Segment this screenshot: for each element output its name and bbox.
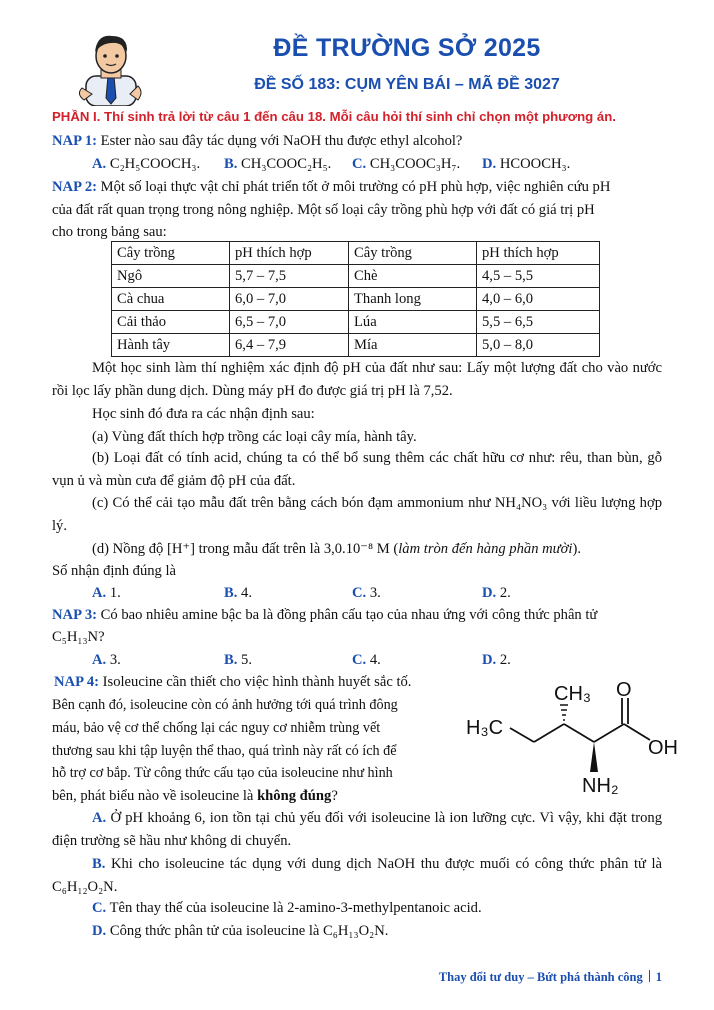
question-2-line-2: của đất rất quan trọng trong nông nghiệp. Một số loại cây trồng phù hợp với đất có giá trị pH (52, 202, 595, 218)
footer-slogan: Thay đổi tư duy – Bứt phá thành công (438, 970, 643, 984)
table-cell: 6,4 – 7,9 (230, 334, 349, 357)
footer-divider (649, 970, 650, 982)
option-d: D. 2. (482, 585, 511, 601)
table-cell: Thanh long (349, 288, 477, 311)
table-cell: 5,0 – 8,0 (477, 334, 600, 357)
question-3-line-2: C₅H₁₃N? (52, 629, 105, 645)
count-prompt: Số nhận định đúng là (52, 563, 177, 579)
option-a: A. 1. (92, 585, 121, 601)
table-cell: Mía (349, 334, 477, 357)
nh2-label: NH₂ (582, 775, 619, 797)
question-4-line-6: bên, phát biểu nào về isoleucine là không đúng? (52, 788, 338, 804)
question-text: Ester nào sau đây tác dụng với NaOH thu được ethyl alcohol? (100, 133, 463, 149)
option-b: B. 4. (224, 585, 252, 601)
option-b: B. CH₃COOC₂H₅. (224, 156, 332, 172)
statement-b: (b) Loại đất có tính acid, chúng ta có thể bổ sung thêm các chất hữu cơ như: rêu, than bùn, gỗ vụn ủ và mùn cưa để giảm độ pH của đất. (52, 450, 662, 489)
statements-intro: Học sinh đó đưa ra các nhận định sau: (92, 406, 315, 422)
table-row (112, 288, 600, 311)
option-a: A. C₂H₅COOCH₃. (92, 156, 201, 172)
experiment-paragraph: Một học sinh làm thí nghiệm xác định độ pH của đất như sau: Lấy một lượng đất cho vào nước rồi lọc lấy phần dung dịch. Dùng máy pH đo được giá trị pH là 7,52. (52, 360, 662, 399)
section-heading: PHẦN I. Thí sinh trả lời từ câu 1 đến câu 18. Mỗi câu hỏi thí sinh chỉ chọn một phương án. (52, 109, 616, 124)
ph-table (111, 241, 600, 357)
o-label: O (616, 679, 632, 701)
page-number: 1 (655, 970, 662, 984)
question-label: NAP 3: (52, 607, 97, 623)
question-4-line-2: Bên cạnh đó, isoleucine còn có ảnh hưởng tới quá trình đông (52, 697, 398, 713)
question-label: NAP 2: (52, 179, 97, 195)
exam-subtitle: ĐỀ SỐ 183: CỤM YÊN BÁI – MÃ ĐỀ 3027 (254, 76, 560, 93)
question-2-line-3: cho trong bảng sau: (52, 224, 167, 240)
oh-label: OH (648, 737, 678, 759)
table-cell: 4,5 – 5,5 (477, 265, 600, 288)
table-cell: 6,0 – 7,0 (230, 288, 349, 311)
table-cell: 5,7 – 7,5 (230, 265, 349, 288)
table-cell: Ngô (112, 265, 230, 288)
ch3-label: CH₃ (554, 683, 592, 705)
statement-a: (a) Vùng đất thích hợp trồng các loại cây mía, hành tây. (92, 429, 417, 445)
question-4-line-5: hỗ trợ cơ bắp. Từ công thức cấu tạo của isoleucine như hình (52, 765, 393, 781)
statement-d: (d) Nồng độ [H⁺] trong mẫu đất trên là 3,0.10⁻⁸ M (làm tròn đến hàng phần mười). (92, 541, 581, 557)
table-header: pH thích hợp (477, 242, 600, 265)
h3c-label: H₃C (466, 717, 504, 739)
page-footer (439, 970, 662, 985)
question-label: NAP 4: (54, 674, 99, 690)
table-cell: 6,5 – 7,0 (230, 311, 349, 334)
option-d: D. HCOOCH₃. (482, 156, 571, 172)
table-header-row (112, 242, 600, 265)
question-2-line-1: NAP 2: Một số loại thực vật chỉ phát triển tốt ở môi trường có pH phù hợp, việc nghiên cứu pH (52, 179, 611, 195)
statement-c: (c) Có thể cải tạo mẫu đất trên bằng cách bón đạm ammonium như NH₄NO₃ với liều lượng hợp lý. (52, 495, 662, 534)
option-b: B. 5. (224, 652, 252, 668)
table-cell: Lúa (349, 311, 477, 334)
option-d: D. 2. (482, 652, 511, 668)
table-cell: Cải thảo (112, 311, 230, 334)
option-c: C. 3. (352, 585, 381, 601)
question-4-option-d: D. Công thức phân tử của isoleucine là C₆H₁₃O₂N. (92, 923, 389, 939)
question-4-line-3: máu, bảo vệ cơ thể chống lại các nguy cơ nhiễm trùng vết (52, 720, 381, 736)
table-row (112, 311, 600, 334)
question-4-option-a: A. Ở pH khoảng 6, ion tồn tại chủ yếu đối với isoleucine là ion lưỡng cực. Vì vậy, khi đặt trong điện trường sẽ hầu như không di chuyển. (52, 810, 662, 849)
question-3-line-1: NAP 3: Có bao nhiêu amine bậc ba là đồng phân cấu tạo của nhau ứng với công thức phân tử (52, 607, 598, 623)
question-1 (52, 131, 462, 151)
option-a: A. 3. (92, 652, 121, 668)
option-c: C. CH₃COOC₃H₇. (352, 156, 461, 172)
table-header: Cây trồng (349, 242, 477, 265)
option-c: C. 4. (352, 652, 381, 668)
table-cell: 5,5 – 6,5 (477, 311, 600, 334)
question-4-option-b: B. Khi cho isoleucine tác dụng với dung dịch NaOH thu được muối có công thức phân tử là C₆H₁₂O₂N. (52, 856, 662, 895)
table-header: pH thích hợp (230, 242, 349, 265)
question-4-option-c: C. Tên thay thế của isoleucine là 2-amino-3-methylpentanoic acid. (92, 900, 482, 916)
table-row (112, 334, 600, 357)
table-header: Cây trồng (112, 242, 230, 265)
table-cell: 4,0 – 6,0 (477, 288, 600, 311)
question-4-line-4: thương sau khi tập luyện thể thao, quá trình này rất có ích để (52, 743, 397, 759)
question-label: NAP 1: (52, 133, 97, 149)
table-cell: Cà chua (112, 288, 230, 311)
table-cell: Chè (349, 265, 477, 288)
exam-title: ĐỀ TRƯỜNG SỞ 2025 (273, 34, 541, 62)
table-cell: Hành tây (112, 334, 230, 357)
isoleucine-structure-diagram (462, 678, 692, 798)
question-4-line-1: NAP 4: Isoleucine cần thiết cho việc hình thành huyết sắc tố. (54, 674, 412, 690)
table-row (112, 265, 600, 288)
